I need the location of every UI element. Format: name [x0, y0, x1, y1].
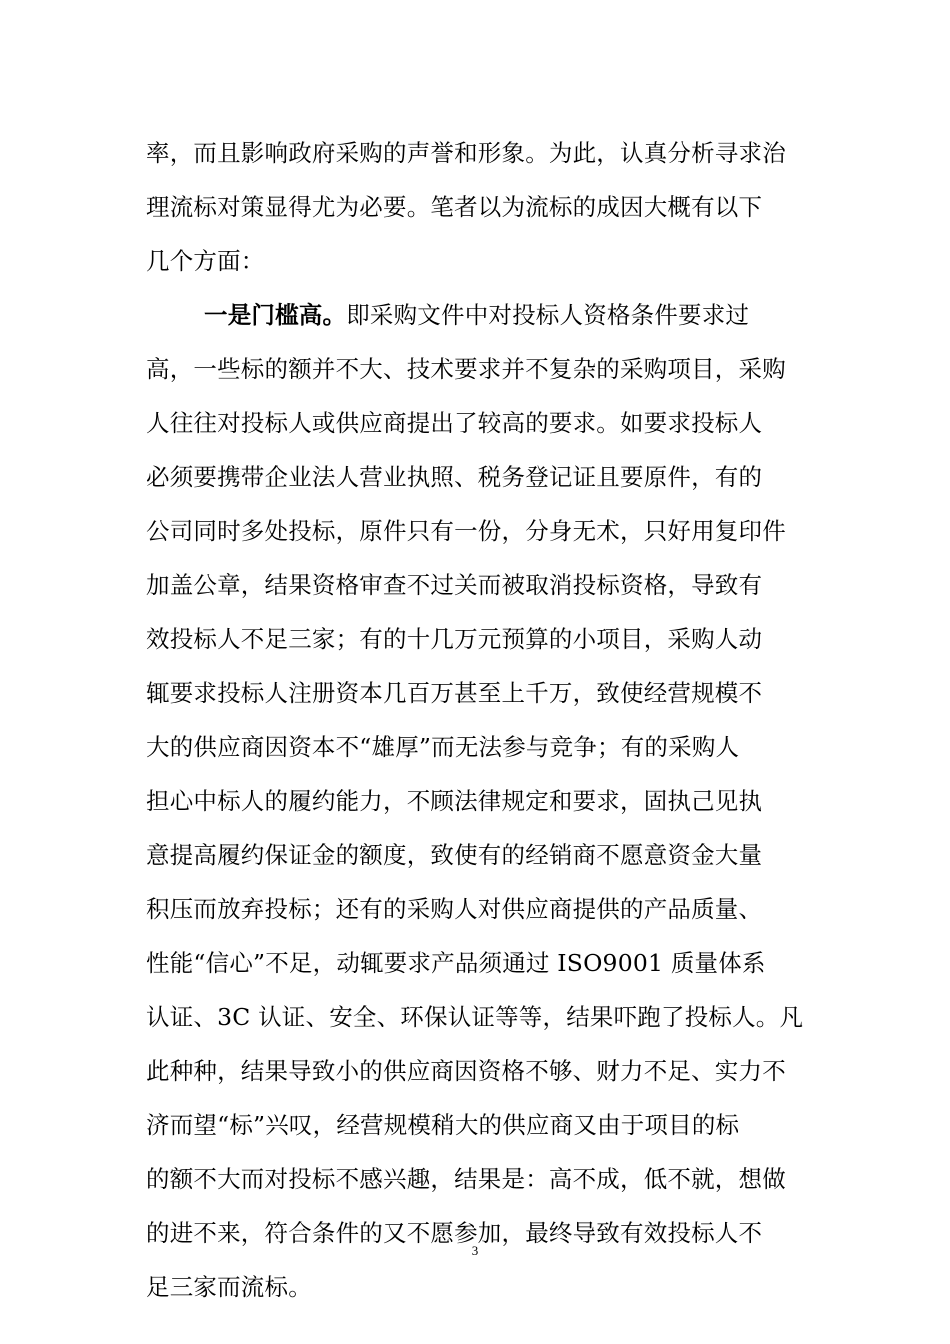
text-line: 的额不大而对投标不感兴趣，结果是：高不成，低不就，想做	[146, 1165, 786, 1193]
text-line: 积压而放弃投标；还有的采购人对供应商提供的产品质量、	[146, 895, 763, 923]
text-line: 效投标人不足三家；有的十几万元预算的小项目，采购人动	[146, 625, 763, 653]
text-line: 意提高履约保证金的额度，致使有的经销商不愿意资金大量	[146, 841, 763, 869]
text-line: 足三家而流标。	[146, 1273, 312, 1301]
text-line: 担心中标人的履约能力，不顾法律规定和要求，固执己见执	[146, 787, 763, 815]
text-line: 济而望“标”兴叹，经营规模稍大的供应商又由于项目的标	[146, 1111, 740, 1139]
text-line: 人往往对投标人或供应商提出了较高的要求。如要求投标人	[146, 409, 763, 437]
page-number: 3	[471, 1243, 479, 1258]
text-line: 公司同时多处投标，原件只有一份，分身无术，只好用复印件	[146, 517, 786, 545]
text-line: 高，一些标的额并不大、技术要求并不复杂的采购项目，采购	[146, 355, 786, 383]
body-text	[146, 126, 810, 1314]
text-line: 大的供应商因资本不“雄厚”而无法参与竞争；有的采购人	[146, 733, 740, 761]
text-line: 必须要携带企业法人营业执照、税务登记证且要原件，有的	[146, 463, 763, 491]
text-line-content: 即采购文件中对投标人资格条件要求过	[346, 301, 750, 329]
text-line: 率，而且影响政府采购的声誉和形象。为此，认真分析寻求治	[146, 139, 786, 167]
paragraph-first-line	[146, 288, 810, 342]
text-line: 几个方面：	[146, 247, 265, 275]
text-line: 辄要求投标人注册资本几百万甚至上千万，致使经营规模不	[146, 679, 763, 707]
text-line: 加盖公章，结果资格审查不过关而被取消投标资格，导致有	[146, 571, 763, 599]
text-line: 此种种，结果导致小的供应商因资格不够、财力不足、实力不	[146, 1057, 786, 1085]
text-line: 认证、3C 认证、安全、环保认证等等，结果吓跑了投标人。凡	[146, 1003, 804, 1031]
paragraph-lead-heading: 一是门槛高。	[204, 301, 347, 329]
text-line: 理流标对策显得尤为必要。笔者以为流标的成因大概有以下	[146, 193, 763, 221]
text-line: 性能“信心”不足，动辄要求产品须通过 ISO9001 质量体系	[146, 949, 766, 977]
text-line: 的进不来，符合条件的又不愿参加，最终导致有效投标人不	[146, 1219, 763, 1247]
